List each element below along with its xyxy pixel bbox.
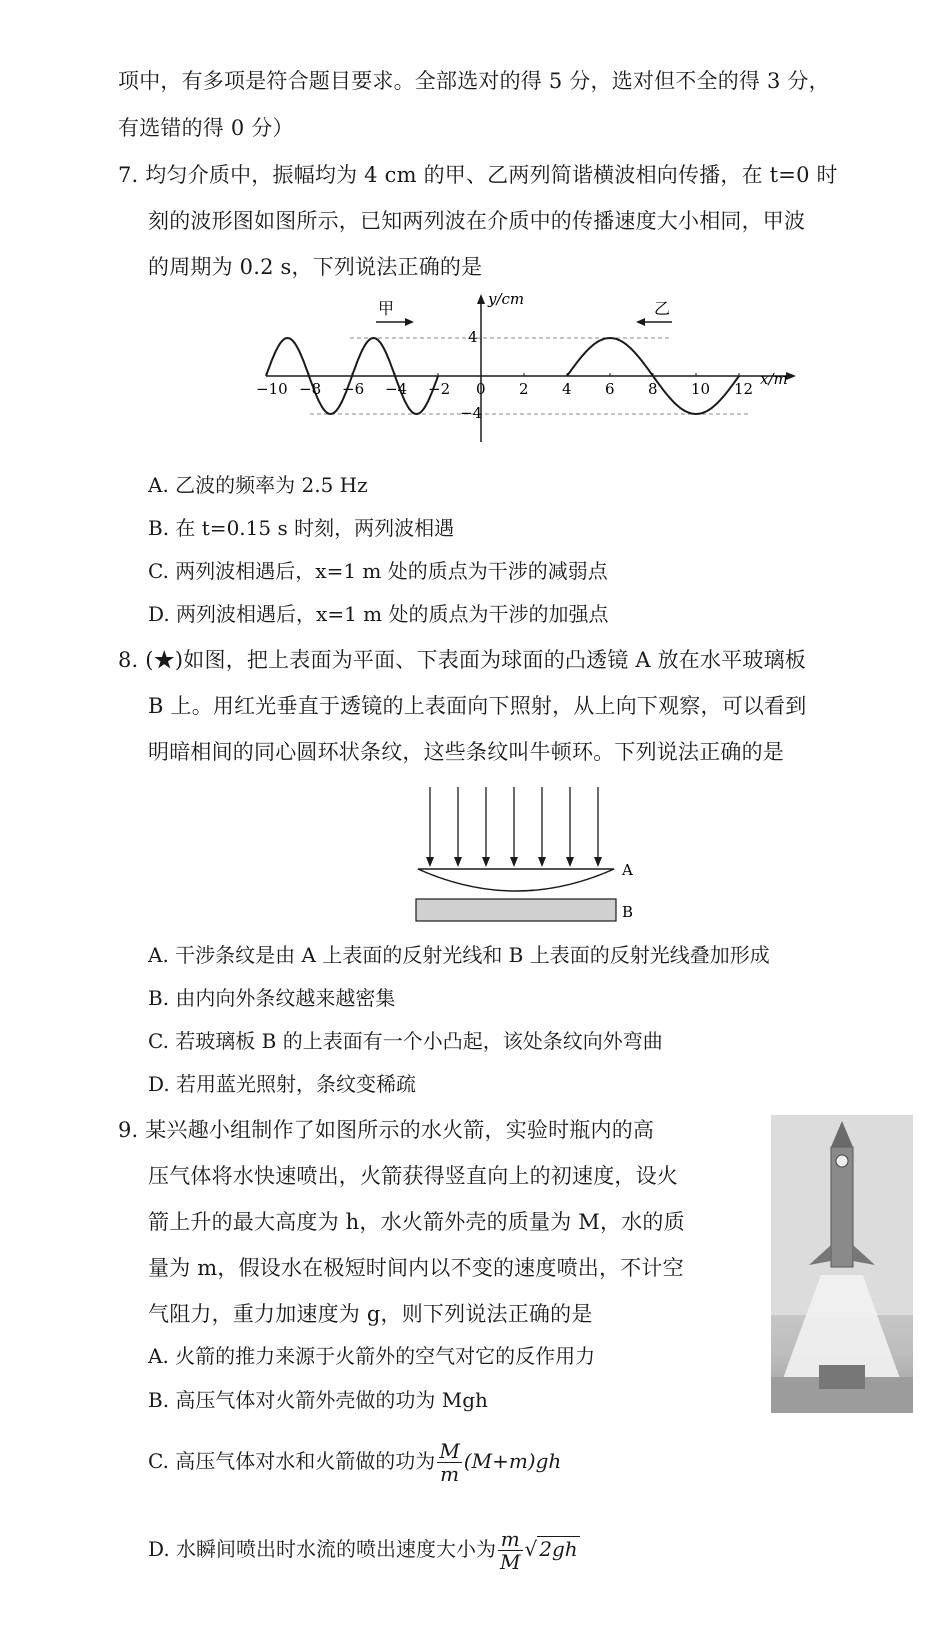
glass-plate-b [416, 899, 616, 921]
q9-stem-line-1: 9. 某兴趣小组制作了如图所示的水火箭，实验时瓶内的高 [118, 1118, 655, 1142]
q7-option-d: D. 两列波相遇后，x=1 m 处的质点为干涉的加强点 [148, 602, 609, 626]
q9-stem-line-3: 箭上升的最大高度为 h，水火箭外壳的质量为 M，水的质 [148, 1210, 685, 1234]
light-ray-arrowhead [538, 857, 546, 867]
wave-b-arrowhead [636, 318, 645, 326]
wave-diagram [250, 292, 810, 452]
y-axis-arrow [477, 294, 485, 304]
x-tick-label: 10 [691, 380, 711, 398]
light-ray-arrowhead [482, 857, 490, 867]
rocket-clock [836, 1155, 848, 1167]
y-axis-label: y/cm [488, 292, 525, 308]
x-tick-label: 8 [648, 380, 658, 398]
x-tick-label: 12 [734, 380, 754, 398]
q9-option-d [148, 1524, 580, 1574]
q9-option-c-denominator: m [440, 1462, 460, 1486]
q9-option-d-prefix: D. 水瞬间喷出时水流的喷出速度大小为 [148, 1537, 497, 1561]
x-tick-label: 2 [519, 380, 529, 398]
header-line-2: 有选错的得 0 分） [118, 116, 294, 140]
q9-option-d-numerator: m [498, 1528, 522, 1551]
x-tick-label: −2 [428, 380, 451, 398]
x-tick-label: −10 [256, 380, 288, 398]
q8-option-b: B. 由内向外条纹越来越密集 [148, 986, 396, 1010]
q9-option-c-fraction [437, 1440, 461, 1485]
light-ray-arrowhead [594, 857, 602, 867]
header-line-1: 项中，有多项是符合题目要求。全部选对的得 5 分，选对但不全的得 3 分， [118, 69, 830, 93]
x-axis-label: x/m [760, 370, 788, 388]
q9-option-d-denominator: M [500, 1550, 521, 1574]
q9-stem-line-2: 压气体将水快速喷出，火箭获得竖直向上的初速度，设火 [148, 1164, 678, 1188]
q8-stem-line-3: 明暗相间的同心圆环状条纹，这些条纹叫牛顿环。下列说法正确的是 [148, 740, 784, 764]
q8-option-d: D. 若用蓝光照射，条纹变稀疏 [148, 1072, 417, 1096]
x-tick-label: −4 [385, 380, 408, 398]
q9-option-c [148, 1436, 561, 1486]
x-tick-label: −6 [342, 380, 365, 398]
q9-option-c-numerator: M [439, 1439, 460, 1463]
q9-stem-line-5: 气阻力，重力加速度为 g，则下列说法正确的是 [148, 1302, 593, 1326]
q8-option-a: A. 干涉条纹是由 A 上表面的反射光线和 B 上表面的反射光线叠加形成 [148, 943, 770, 967]
q9-option-c-prefix: C. 高压气体对水和火箭做的功为 [148, 1449, 436, 1473]
light-ray-arrowhead [454, 857, 462, 867]
q7-option-a: A. 乙波的频率为 2.5 Hz [148, 473, 368, 497]
label-a: A [622, 861, 633, 879]
q7-stem-line-3: 的周期为 0.2 s，下列说法正确的是 [148, 255, 483, 279]
q9-option-d-sqrt [525, 1524, 580, 1574]
wave-a-label: 甲 [378, 299, 395, 318]
lens-a [418, 869, 614, 891]
q7-stem-line-2: 刻的波形图如图所示，已知两列波在介质中的传播速度大小相同，甲波 [148, 209, 806, 233]
q9-option-d-fraction [498, 1528, 522, 1573]
light-ray-arrowhead [566, 857, 574, 867]
wave-b-label: 乙 [654, 299, 671, 318]
y-tick-neg-4: −4 [460, 404, 483, 422]
q7-option-c: C. 两列波相遇后，x=1 m 处的质点为干涉的减弱点 [148, 559, 608, 583]
y-tick-4: 4 [468, 328, 478, 346]
x-tick-label: 4 [562, 380, 572, 398]
wave-a-arrowhead [405, 318, 414, 326]
light-ray-arrowhead [426, 857, 434, 867]
q7-option-b: B. 在 t=0.15 s 时刻，两列波相遇 [148, 516, 455, 540]
q8-stem-line-2: B 上。用红光垂直于透镜的上表面向下照射，从上向下观察，可以看到 [148, 694, 807, 718]
x-tick-label: 6 [605, 380, 615, 398]
q9-stem-line-4: 量为 m，假设水在极短时间内以不变的速度喷出，不计空 [148, 1256, 684, 1280]
light-ray-arrowhead [510, 857, 518, 867]
q7-stem-line-1: 7. 均匀介质中，振幅均为 4 cm 的甲、乙两列简谐横波相向传播，在 t=0 时 [118, 163, 838, 187]
label-b: B [622, 903, 634, 921]
incident-light-rays [426, 787, 602, 867]
q9-option-d-radicand: 2gh [539, 1537, 578, 1561]
q9-option-b: B. 高压气体对火箭外壳做的功为 Mgh [148, 1388, 488, 1412]
water-rocket-photo [771, 1115, 913, 1413]
q9-option-c-suffix: (M+m)gh [463, 1449, 562, 1473]
photo-stand [819, 1365, 865, 1389]
x-tick-label: −8 [299, 380, 322, 398]
q9-option-a: A. 火箭的推力来源于火箭外的空气对它的反作用力 [148, 1344, 596, 1368]
x-tick-label: 0 [476, 380, 486, 398]
q8-option-c: C. 若玻璃板 B 的上表面有一个小凸起，该处条纹向外弯曲 [148, 1029, 663, 1053]
q8-stem-line-1: 8. (★)如图，把上表面为平面、下表面为球面的凸透镜 A 放在水平玻璃板 [118, 648, 807, 672]
sqrt-symbol: √ [524, 1537, 538, 1561]
newton-rings-diagram [410, 785, 650, 925]
